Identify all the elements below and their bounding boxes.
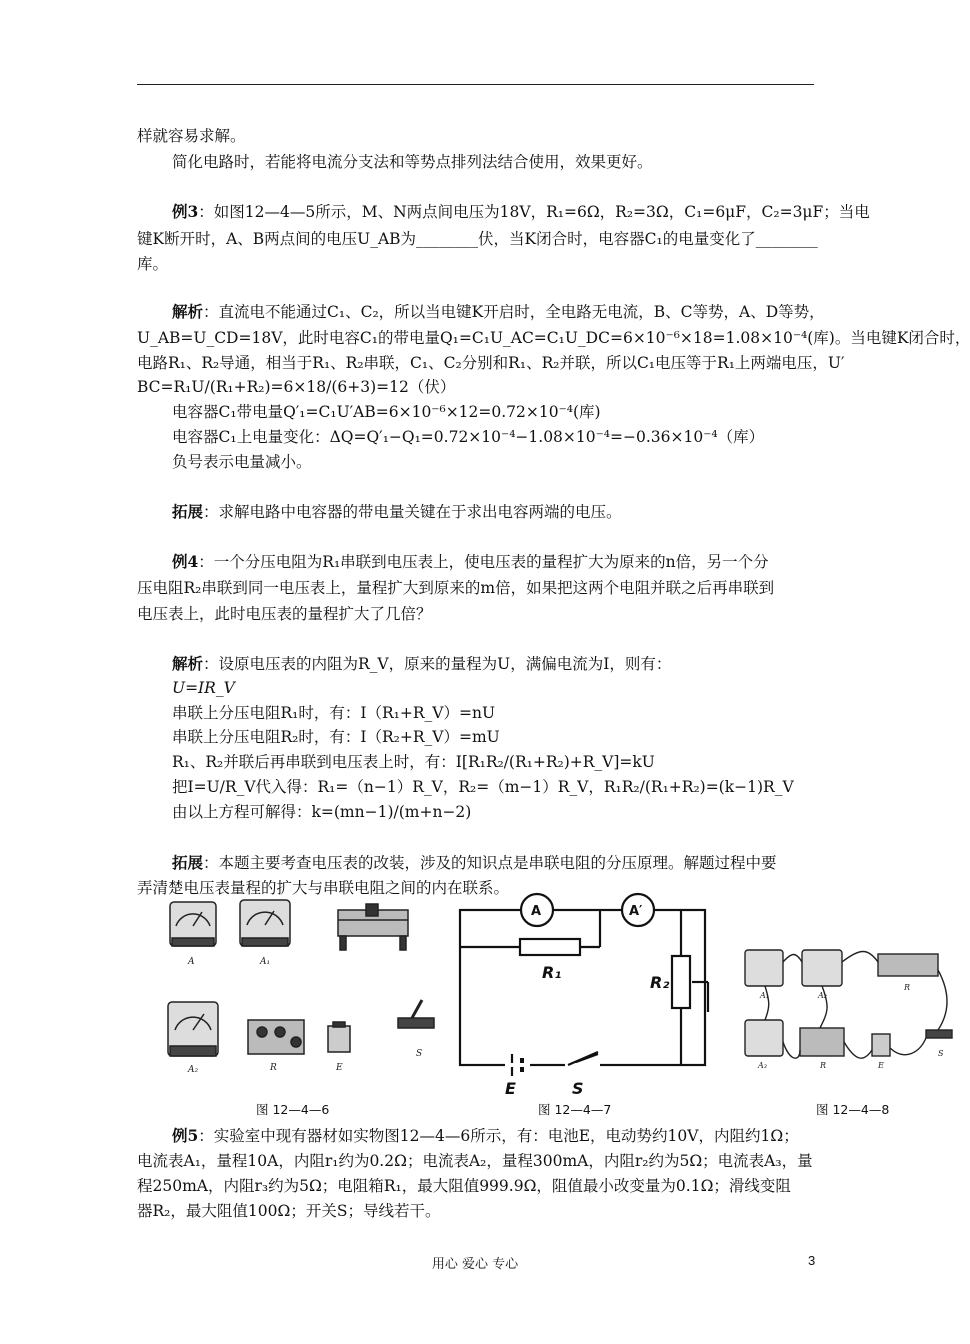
f8-label-r-bottom: R — [820, 1061, 827, 1070]
figures-svg — [160, 892, 944, 1122]
f7-label-e: E — [505, 1079, 516, 1098]
footer-slogan: 用心 爱心 专心 — [431, 1257, 519, 1272]
solution-label: 解析 — [172, 302, 204, 321]
text-line: 电流表A₁，量程10A，内阻r₁约为0.2Ω；电流表A₂，量程300mA，内阻r₂约为5Ω；电流表A₃，量 — [137, 1152, 813, 1170]
example-label: 例5 — [172, 1126, 199, 1145]
f8-label-e: E — [878, 1061, 884, 1070]
f8-label-r-top: R — [904, 983, 911, 992]
text-line: 弄清楚电压表量程的扩大与串联电阻之间的内在联系。 — [137, 879, 510, 897]
f8-label-a2: A₂ — [818, 991, 827, 1000]
figure-12-4-7 — [460, 894, 708, 1078]
f7-label-a: A — [531, 904, 542, 919]
text-line: 器R₂，最大阻值100Ω；开关S；导线若干。 — [137, 1202, 441, 1220]
figure-12-4-6 — [168, 900, 434, 1056]
text-line: 程250mA，内阻r₃约为5Ω；电阻箱R₁，最大阻值999.9Ω，阻值最小改变量为0.1Ω；滑线变阻 — [137, 1177, 791, 1195]
f6-label-a1: A₁ — [260, 957, 271, 967]
f6-label-a2: A₂ — [188, 1065, 199, 1075]
f8-label-a1: A₁ — [760, 991, 769, 1000]
text-line: 电容器C₁上电量变化：ΔQ=Q′₁−Q₁=0.72×10⁻⁴−1.08×10⁻⁴=−0.36×10⁻⁴（库） — [172, 428, 765, 446]
text: ：直流电不能通过C₁、C₂，所以当电键K开启时，全电路无电流，B、C等势，A、D等势， — [203, 303, 825, 321]
header-rule — [137, 84, 814, 85]
example-label: 例4 — [172, 552, 199, 571]
text: ：一个分压电阻为R₁串联到电压表上，使电压表的量程扩大为原来的n倍，另一个分 — [198, 553, 769, 571]
figures-row — [160, 892, 944, 1122]
f7-label-s: S — [572, 1079, 584, 1098]
f8-label-s: S — [938, 1049, 944, 1058]
formula-line: U=IR_V — [172, 679, 235, 697]
f6-label-r: R — [270, 1063, 277, 1073]
extension-label: 拓展 — [172, 502, 204, 521]
f6-label-a: A — [188, 957, 195, 967]
ammeter-a-photo — [170, 902, 216, 946]
battery-photo — [328, 1022, 350, 1052]
rheostat-r2-symbol — [672, 956, 690, 1008]
extension-line — [172, 851, 852, 875]
example-3-line — [172, 200, 870, 224]
text: ：如图12—4—5所示，M、N两点间电压为18V，R₁=6Ω，R₂=3Ω，C₁=6μF，C₂=3μF；当电 — [198, 203, 870, 221]
f7-label-r1: R₁ — [542, 963, 562, 982]
example-4-line — [172, 550, 852, 574]
solution-label: 解析 — [172, 654, 204, 673]
text-line: R₁、R₂并联后再串联到电压表上时，有：I[R₁R₂/(R₁+R₂)+R_V]=kU — [172, 753, 655, 771]
extension-line — [172, 500, 852, 524]
f8-label-a3: A₃ — [758, 1061, 767, 1070]
text-line: 样就容易求解。 — [137, 127, 246, 145]
f7-label-a-prime: A′ — [629, 904, 643, 919]
text: ：本题主要考查电压表的改装，涉及的知识点是串联电阻的分压原理。解题过程中要 — [203, 854, 777, 872]
text-line: 负号表示电量减小。 — [172, 453, 312, 471]
switch-photo — [398, 1000, 434, 1028]
text: ：实验室中现有器材如实物图12—4—6所示，有：电池E，电动势约10V，内阻约1Ω； — [198, 1127, 799, 1145]
text-line: 把I=U/R_V代入得：R₁=（n−1）R_V，R₂=（m−1）R_V，R₁R₂/(R₁+R₂)=(k−1)R_V — [172, 778, 794, 796]
page-number: 3 — [808, 1253, 816, 1268]
text-line: 串联上分压电阻R₁时，有：I（R₁+R_V）=nU — [172, 704, 496, 722]
f7-label-r2: R₂ — [650, 973, 670, 992]
text-line: 压电阻R₂串联到同一电压表上，量程扩大到原来的m倍，如果把这两个电阻并联之后再串联到 — [137, 579, 775, 597]
text-line: 简化电路时，若能将电流分支法和等势点排列法结合使用，效果更好。 — [172, 153, 653, 171]
figure-caption-12-4-6: 图 12—4—6 — [256, 1102, 330, 1117]
figure-caption-12-4-7: 图 12—4—7 — [538, 1102, 612, 1117]
resistor-r1-symbol — [520, 939, 580, 955]
text-line: 电压表上，此时电压表的量程扩大了几倍？ — [137, 605, 432, 623]
extension-label: 拓展 — [172, 853, 204, 872]
ammeter-a2-photo — [168, 1002, 218, 1056]
figure-12-4-8 — [745, 950, 952, 1058]
text-line: 键K断开时，A、B两点间的电压U_AB为________伏，当K闭合时，电容器C₁的电量变化了________ — [137, 230, 818, 248]
example-5-line — [172, 1124, 852, 1148]
example-label: 例3 — [172, 202, 199, 221]
solution-line — [172, 300, 852, 324]
text-line: 库。 — [137, 255, 169, 273]
text-line: U_AB=U_CD=18V，此时电容C₁的带电量Q₁=C₁U_AC=C₁U_DC=6×10⁻⁶×18=1.08×10⁻⁴(库)。当电键K闭合时， — [137, 329, 970, 347]
text-line: 电路R₁、R₂导通，相当于R₁、R₂串联，C₁、C₂分别和R₁、R₂并联，所以C₁电压等于R₁上两端电压，U′ — [137, 354, 845, 372]
ammeter-a1-photo — [240, 900, 290, 946]
text-line: 串联上分压电阻R₂时，有：I（R₂+R_V）=mU — [172, 728, 500, 746]
text-line: 电容器C₁带电量Q′₁=C₁U′AB=6×10⁻⁶×12=0.72×10⁻⁴(库) — [172, 403, 601, 421]
text: ：求解电路中电容器的带电量关键在于求出电容两端的电压。 — [203, 503, 622, 521]
text: ：设原电压表的内阻为R_V，原来的量程为U，满偏电流为I，则有： — [203, 655, 672, 673]
f6-label-e: E — [336, 1063, 343, 1073]
figure-caption-12-4-8: 图 12—4—8 — [816, 1102, 890, 1117]
solution-line — [172, 652, 852, 676]
text-line: BC=R₁U/(R₁+R₂)=6×18/(6+3)=12（伏） — [137, 378, 456, 396]
rheostat-photo — [338, 904, 408, 950]
text-line: 由以上方程可解得：k=(mn−1)/(m+n−2) — [172, 803, 472, 821]
f6-label-s: S — [416, 1049, 423, 1059]
resistance-box-photo — [248, 1020, 304, 1054]
